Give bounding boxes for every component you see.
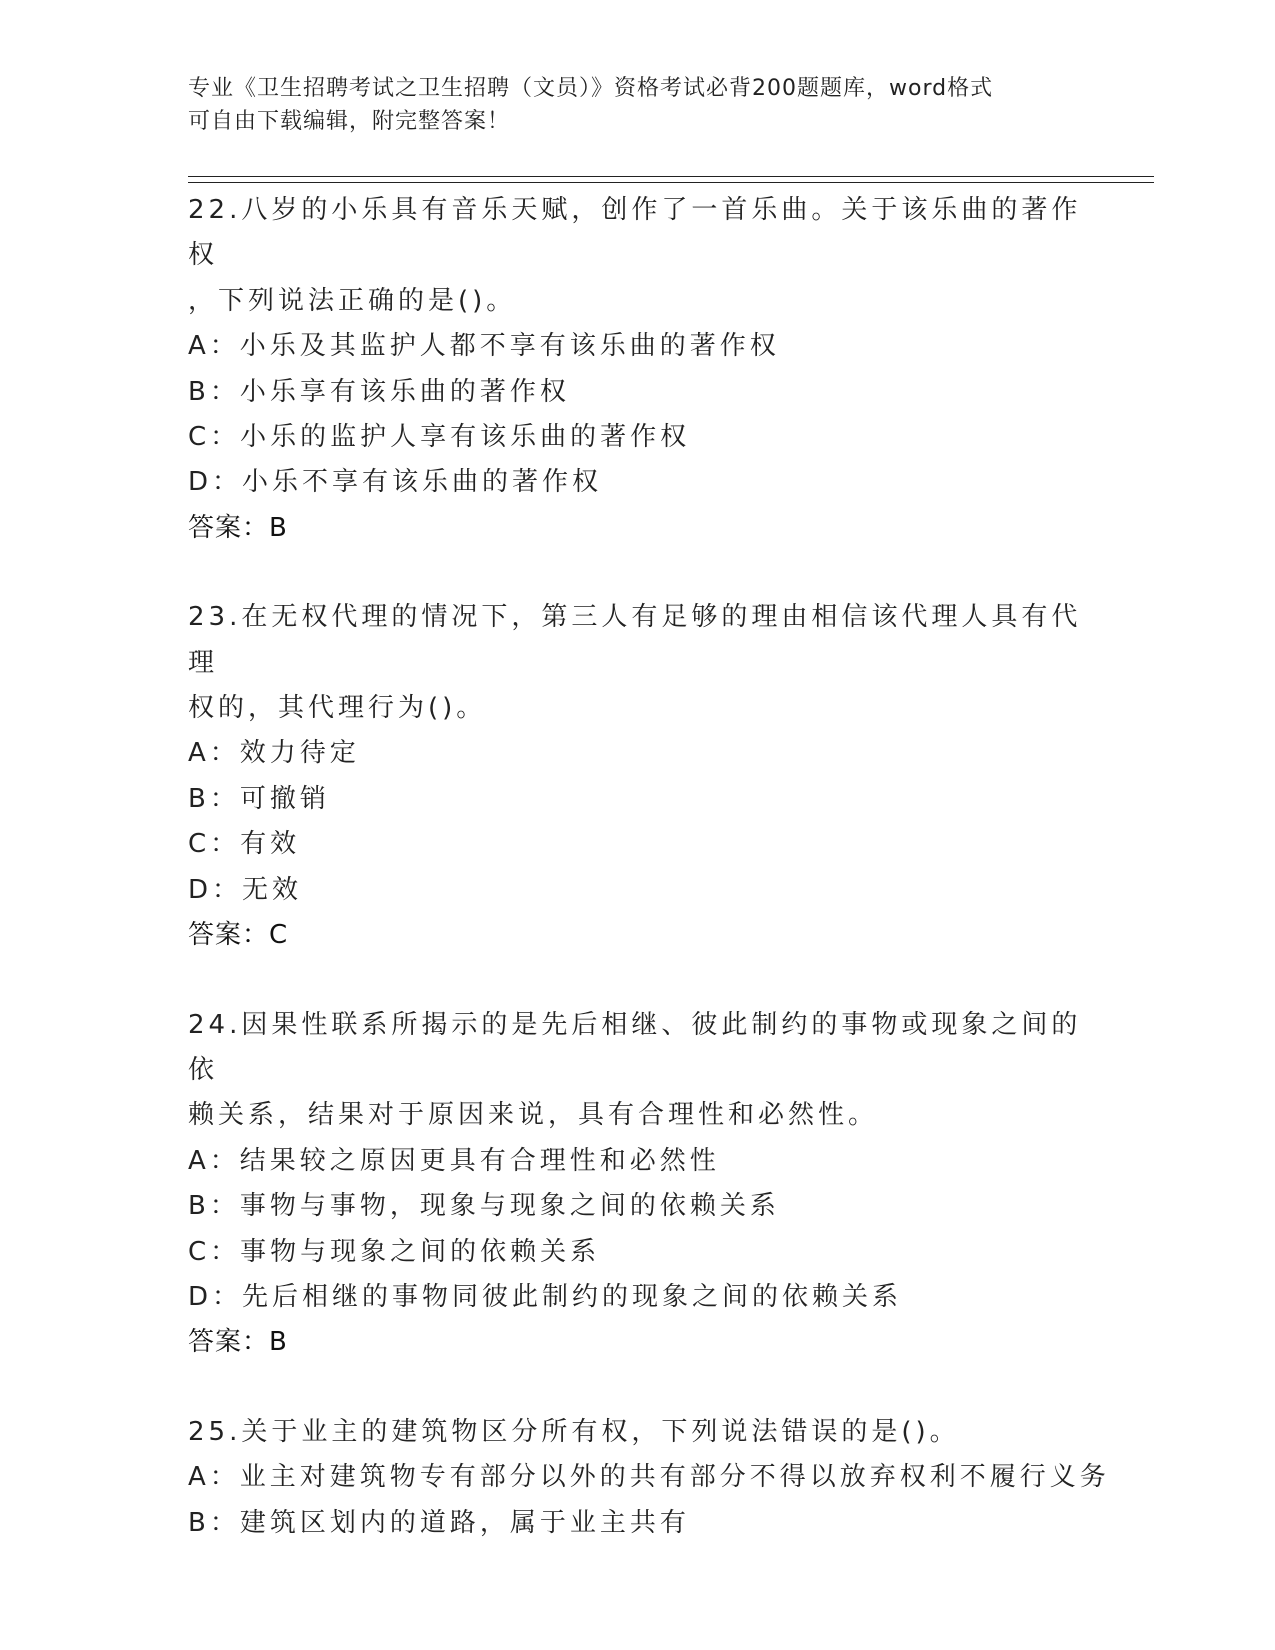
question-stem [188,595,1088,731]
document-header [188,72,1088,138]
stem-line: ，下列说法正确的是()。 [188,285,517,316]
question-22 [188,188,1088,551]
question-23 [188,595,1088,958]
header-divider-top [188,176,1154,177]
option-a: A：效力待定 [188,738,360,769]
option-c: C：有效 [188,829,301,860]
option-b: B：可撤销 [188,783,330,814]
question-list [188,188,1110,1590]
answer: 答案：B [188,1327,288,1358]
option-c: C：小乐的监护人享有该乐曲的著作权 [188,422,691,453]
question-stem [188,188,1088,324]
question-stem [188,1003,1088,1139]
stem-line: 22.八岁的小乐具有音乐天赋，创作了一首乐曲。关于该乐曲的著作权 [188,195,1082,271]
header-line-2: 可自由下载编辑，附完整答案！ [188,109,511,134]
option-a: A：结果较之原因更具有合理性和必然性 [188,1145,720,1176]
option-b: B：建筑区划内的道路，属于业主共有 [188,1507,690,1538]
stem-line: 25.关于业主的建筑物区分所有权，下列说法错误的是()。 [188,1416,960,1447]
option-d: D：无效 [188,874,303,905]
header-divider-bottom [188,182,1154,183]
option-a: A：小乐及其监护人都不享有该乐曲的著作权 [188,331,780,362]
stem-line: 23.在无权代理的情况下，第三人有足够的理由相信该代理人具有代理 [188,602,1082,678]
answer: 答案：C [188,920,289,951]
stem-line: 赖关系，结果对于原因来说，具有合理性和必然性。 [188,1100,879,1131]
question-stem [188,1410,1088,1455]
question-24 [188,1003,1088,1366]
option-d: D：先后相继的事物同彼此制约的现象之间的依赖关系 [188,1281,903,1312]
stem-line: 权的，其代理行为()。 [188,693,487,724]
question-25 [188,1410,1110,1546]
answer: 答案：B [188,512,288,543]
stem-line: 24.因果性联系所揭示的是先后相继、彼此制约的事物或现象之间的依 [188,1009,1082,1085]
option-b: B：事物与事物，现象与现象之间的依赖关系 [188,1191,780,1222]
option-c: C：事物与现象之间的依赖关系 [188,1236,601,1267]
option-d: D：小乐不享有该乐曲的著作权 [188,467,603,498]
header-line-1: 专业《卫生招聘考试之卫生招聘（文员）》资格考试必背200题题库，word格式 [188,76,994,101]
option-b: B：小乐享有该乐曲的著作权 [188,376,570,407]
option-a: A：业主对建筑物专有部分以外的共有部分不得以放弃权利不履行义务 [188,1462,1110,1493]
